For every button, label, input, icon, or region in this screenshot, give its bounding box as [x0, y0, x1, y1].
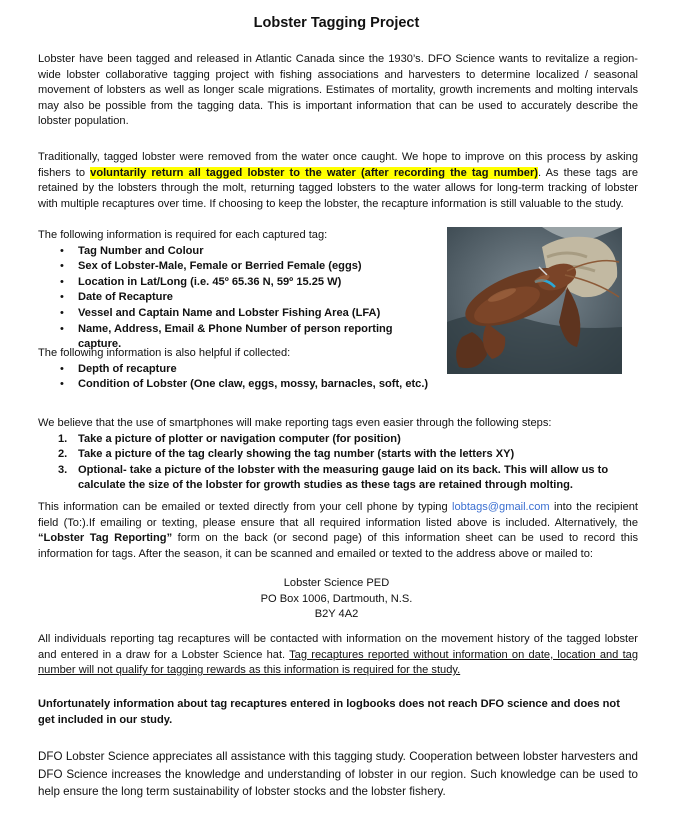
list-item: [38, 463, 638, 494]
email-paragraph: [38, 500, 638, 562]
steps-heading: We believe that the use of smartphones will make reporting tags even easier through the following steps:: [38, 417, 552, 429]
step-text: Take a picture of plotter or navigation computer (for position): [78, 432, 401, 445]
logbooks-notice: Unfortunately information about tag recaptures entered in logbooks does not reach DFO science and does not get included in our study.: [38, 698, 620, 726]
list-item: • Vessel and Captain Name and Lobster Fishing Area (LFA): [38, 306, 438, 322]
email-text-before: This information can be emailed or texted directly from your cell phone by typing: [38, 501, 453, 513]
steps-section: [38, 416, 638, 494]
return-highlight: voluntarily return all tagged lobster to the water (after recording the tag number): [90, 166, 538, 179]
list-item: • Location in Lat/Long (i.e. 45º 65.36 N, 59º 15.25 W): [38, 275, 438, 291]
list-item: • Sex of Lobster-Male, Female or Berried Female (eggs): [38, 259, 438, 275]
form-name: “Lobster Tag Reporting”: [38, 532, 173, 545]
step-text: Optional- take a picture of the lobster with the measuring gauge laid on its back. This will allow us to calculate the size of the lobster for growth studies as these tags are retained through molting.: [78, 463, 609, 492]
steps-list: [38, 432, 638, 494]
required-heading: The following information is required for each captured tag:: [38, 229, 328, 241]
trad-text-before: Traditionally, tagged lobster were removed from the water once caught. We hope to improve on this process by asking fishers to: [38, 151, 638, 179]
mailing-address: [0, 576, 673, 623]
list-item: • Name, Address, Email & Phone Number of person reporting capture.: [38, 322, 438, 353]
intro-paragraph: Lobster have been tagged and released in Atlantic Canada since the 1930’s. DFO Science wants to revitalize a region-wide lobster collaborative tagging project with fishing associations and harvesters to determine localized / seasonal movement of lobsters as well as longer scale migrations. Estimates of mortality, growth increments and molting intervals may also be possible from the tagging data. This is important information that can be used to accurately describe the lobster population.: [38, 53, 638, 128]
helpful-heading: The following information is also helpful if collected:: [38, 347, 291, 359]
helpful-list: [38, 362, 538, 393]
required-list: [38, 244, 438, 353]
draw-paragraph: [38, 632, 638, 679]
list-item: • Depth of recapture: [38, 362, 538, 378]
step-number: 3.: [58, 463, 68, 476]
draw-requirement-note: Tag recaptures reported without information on date, location and tag number will not qualify for tagging rewards as this information is required for the study.: [38, 648, 638, 677]
address-line: Lobster Science PED: [283, 577, 390, 589]
list-item: • Condition of Lobster (One claw, eggs, mossy, barnacles, soft, etc.): [38, 377, 538, 393]
email-text-after: form on the back (or second page) of this information sheet can be used to record this information for tags. After the season, it can be scanned and emailed or texted to the address above or mailed to:: [38, 532, 638, 560]
draw-text: All individuals reporting tag recaptures will be contacted with information on the movement history of the tagged lobster and entered in a draw for a Lobster Science hat.: [38, 633, 638, 661]
email-link[interactable]: lobtags@gmail.com: [452, 501, 550, 513]
list-item: [38, 432, 638, 448]
trad-text-after: . As these tags are retained by the lobsters through the molt, returning tagged lobsters to the water allows for long-term tracking of lobster with multiple recaptures over time. If choosing to keep the lobster, the recapture information is still valuable to the study.: [38, 166, 638, 210]
address-line: B2Y 4A2: [314, 608, 359, 621]
closing-paragraph: DFO Lobster Science appreciates all assistance with this tagging study. Cooperation between lobster harvesters and DFO Science increases the knowledge and understanding of lobster in our region. Such knowledge can be used to help ensure the long term sustainability of lobster stocks and the lobster fishery.: [38, 750, 638, 798]
email-text-middle: into the recipient field (To:).If emailing or texting, please ensure that all required information listed above is included. Alternatively, the: [38, 501, 638, 529]
step-number: 1.: [58, 432, 68, 445]
list-item: • Tag Number and Colour: [38, 244, 438, 260]
list-item: • Date of Recapture: [38, 290, 438, 306]
step-number: 2.: [58, 448, 68, 461]
page-title: Lobster Tagging Project: [253, 15, 420, 31]
address-line: PO Box 1006, Dartmouth, N.S.: [260, 592, 413, 605]
traditional-paragraph: [38, 150, 638, 212]
required-section: [38, 228, 438, 353]
helpful-section: [38, 346, 538, 393]
step-text: Take a picture of the tag clearly showing the tag number (starts with the letters XY): [78, 448, 515, 461]
list-item: [38, 447, 638, 463]
